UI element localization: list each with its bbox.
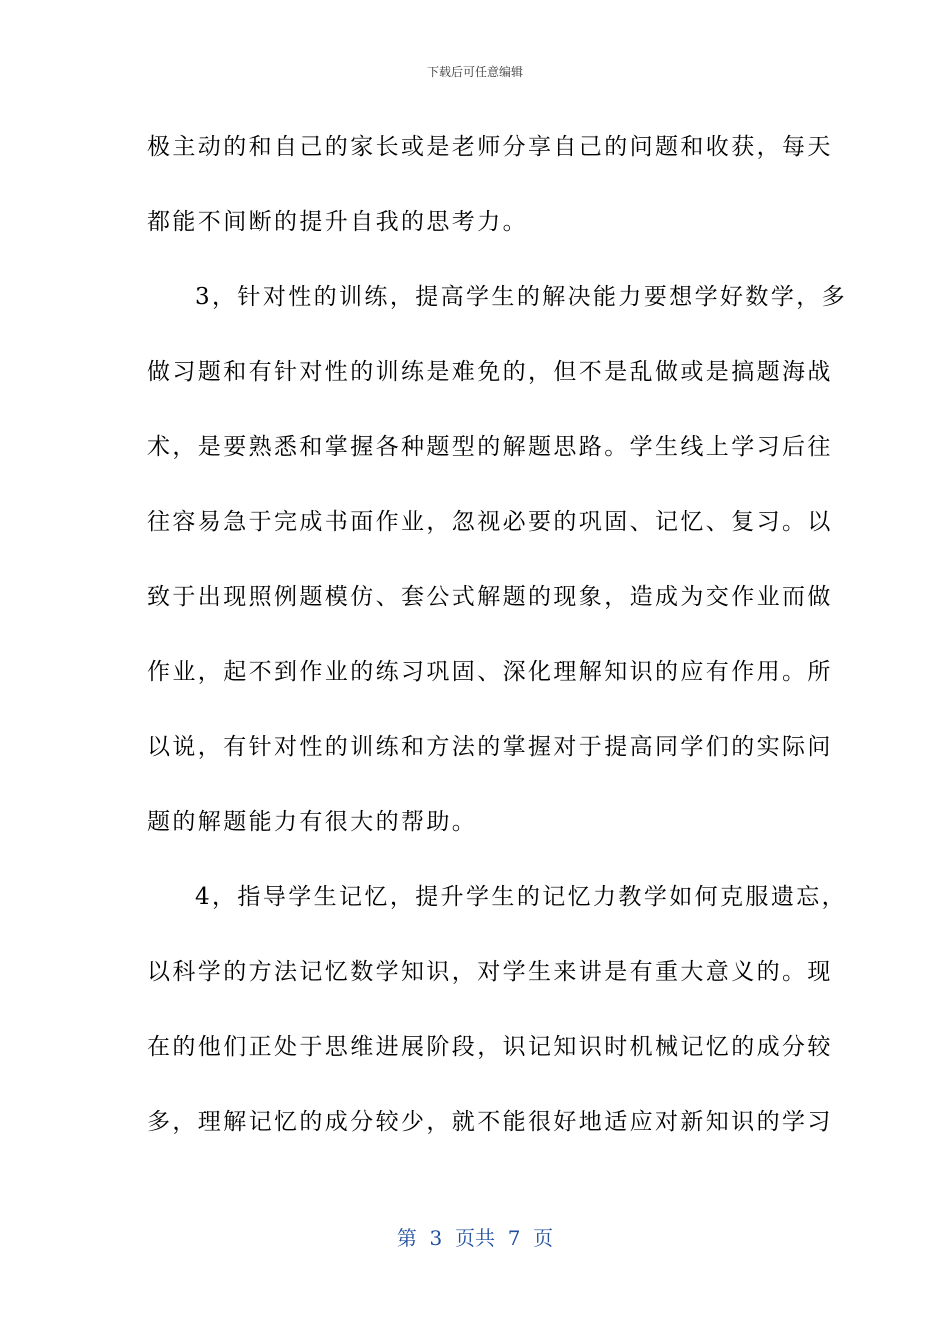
body-line: 题的解题能力有很大的帮助。 — [147, 809, 478, 835]
body-line: 术，是要熟悉和掌握各种题型的解题思路。学生线上学习后往 — [147, 434, 833, 460]
body-line: 以说，有针对性的训练和方法的掌握对于提高同学们的实际问 — [147, 734, 833, 760]
body-line: 往容易急于完成书面作业，忽视必要的巩固、记忆、复习。以 — [147, 509, 833, 535]
paragraph-4-heading-line: 4，指导学生记忆，提升学生的记忆力教学如何克服遗忘， — [195, 884, 848, 910]
body-line: 在的他们正处于思维进展阶段，识记知识时机械记忆的成分较 — [147, 1034, 833, 1060]
document-body — [147, 110, 848, 1160]
body-line: 都能不间断的提升自我的思考力。 — [147, 209, 528, 235]
body-line: 多，理解记忆的成分较少，就不能很好地适应对新知识的学习 — [147, 1109, 833, 1135]
body-line: 做习题和有针对性的训练是难免的，但不是乱做或是搞题海战 — [147, 359, 833, 385]
body-line: 以科学的方法记忆数学知识，对学生来讲是有重大意义的。现 — [147, 959, 833, 985]
body-line: 作业，起不到作业的练习巩固、深化理解知识的应有作用。所 — [147, 659, 833, 685]
page-number-footer: 第 3 页共 7 页 — [396, 1226, 554, 1250]
body-line: 极主动的和自己的家长或是老师分享自己的问题和收获，每天 — [147, 134, 833, 160]
body-line: 致于出现照例题模仿、套公式解题的现象，造成为交作业而做 — [147, 584, 833, 610]
page-header-note: 下载后可任意编辑 — [426, 65, 523, 79]
paragraph-3-heading-line: 3，针对性的训练，提高学生的解决能力要想学好数学，多 — [195, 284, 848, 310]
